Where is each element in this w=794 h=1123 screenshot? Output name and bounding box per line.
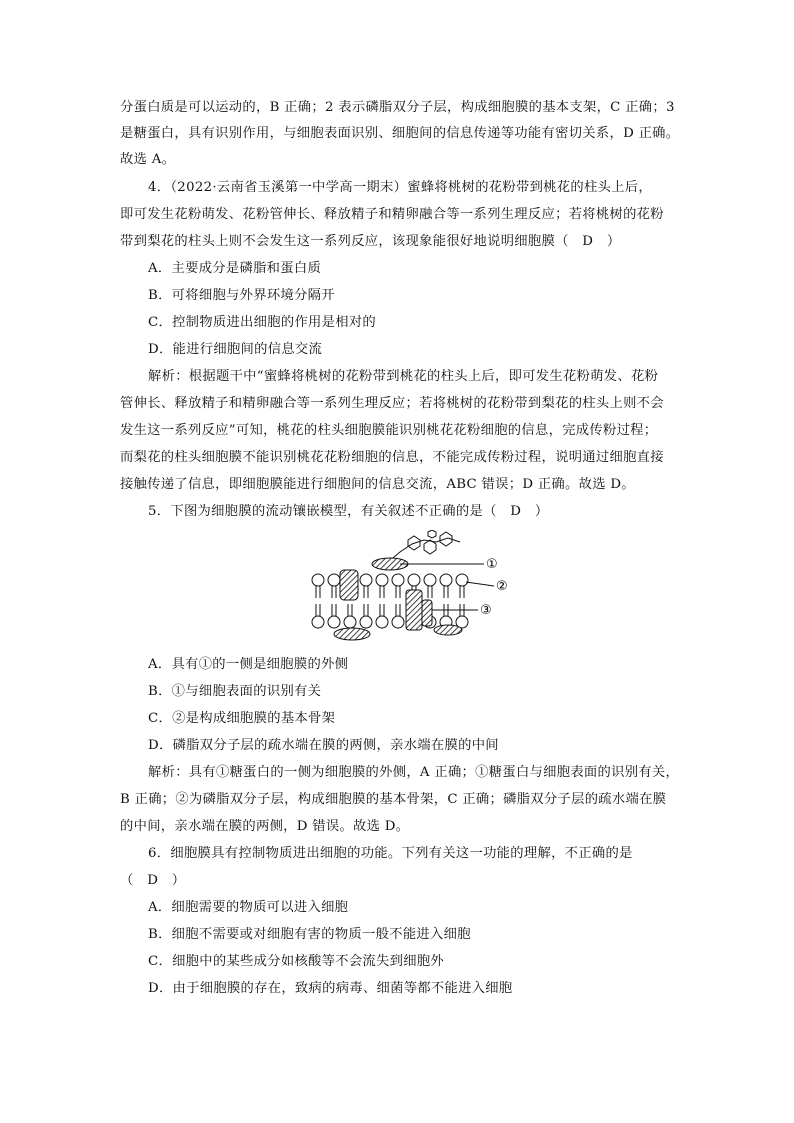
analysis-line: 管伸长、释放精子和精卵融合等一系列生理反应；若将桃树的花粉带到梨花的柱头上则不会 [120,396,664,411]
option-d: D．能进行细胞间的信息交流 [148,342,323,357]
transmembrane-protein [422,600,432,626]
option-d: D．由于细胞膜的存在，致病的病毒、细菌等都不能进入细胞 [148,981,513,996]
option-b: B．①与细胞表面的识别有关 [148,684,322,699]
text-line: 分蛋白质是可以运动的，B 正确；2 表示磷脂双分子层，构成细胞膜的基本支架，C 正确；3 [120,100,675,115]
outer-phospholipid-layer [312,574,468,598]
inner-phospholipid-layer [312,604,468,628]
analysis-line: 解析：根据题干中“蜜蜂将桃树的花粉带到桃花的柱头上后，即可发生花粉萌发、花粉 [148,369,659,384]
option-b: B．细胞不需要或对细胞有害的物质一般不能进入细胞 [148,927,471,942]
option-a: A．细胞需要的物质可以进入细胞 [148,900,349,915]
option-c: C．②是构成细胞膜的基本骨架 [148,711,336,726]
text-line: 是糖蛋白，具有识别作用，与细胞表面识别、细胞间的信息传递等功能有密切关系，D 正确。 [120,126,680,141]
text-line: 故选 A。 [120,152,176,167]
transmembrane-protein [406,590,422,630]
question-4-stem: 带到梨花的柱头上则不会发生这一系列反应，该现象能很好地说明细胞膜（ D ） [120,234,621,249]
question-5-stem: 5．下图为细胞膜的流动镶嵌模型，有关叙述不正确的是（ D ） [148,504,549,519]
analysis-line: 的中间，亲水端在膜的两侧，D 错误。故选 D。 [120,819,410,834]
label-2: ② [496,579,508,594]
analysis-line: 解析：具有①糖蛋白的一侧为细胞膜的外侧，A 正确；①糖蛋白与细胞表面的识别有关， [148,765,680,780]
label-3: ③ [480,603,492,618]
option-d: D．磷脂双分子层的疏水端在膜的两侧，亲水端在膜的中间 [148,738,499,753]
question-6-stem: 6．细胞膜具有控制物质进出细胞的功能。下列有关这一功能的理解，不正确的是 [148,846,633,861]
analysis-line: B 正确；②为磷脂双分子层，构成细胞膜的基本骨架，C 正确；磷脂双分子层的疏水端在膜 [120,792,667,807]
option-a: A．具有①的一侧是细胞膜的外侧 [148,657,349,672]
question-6-answer: （ D ） [120,873,186,888]
embedded-protein [340,570,358,600]
option-c: C．控制物质进出细胞的作用是相对的 [148,315,377,330]
question-4-stem: 4．（2022·云南省玉溪第一中学高一期末）蜜蜂将桃树的花粉带到桃花的柱头上后， [148,180,652,195]
label-1: ① [486,557,498,572]
peripheral-protein [434,625,462,635]
cell-membrane-diagram [300,530,530,648]
option-b: B．可将细胞与外界环境分隔开 [148,288,335,303]
question-4-stem: 即可发生花粉萌发、花粉管伸长、释放精子和精卵融合等一系列生理反应；若将桃树的花粉 [120,207,664,222]
option-a: A．主要成分是磷脂和蛋白质 [148,261,322,276]
peripheral-protein [334,628,370,640]
analysis-line: 接触传递了信息，即细胞膜能进行细胞间的信息交流，ABC 错误；D 正确。故选 D。 [120,477,635,492]
glycoprotein-chain [388,530,460,562]
analysis-line: 而梨花的柱头细胞膜不能识别桃花花粉细胞的信息，不能完成传粉过程，说明通过细胞直接 [120,450,664,465]
analysis-line: 发生这一系列反应”可知，桃花的柱头细胞膜能识别桃花花粉细胞的信息，完成传粉过程； [120,423,658,438]
option-c: C．细胞中的某些成分如核酸等不会流失到细胞外 [148,954,445,969]
